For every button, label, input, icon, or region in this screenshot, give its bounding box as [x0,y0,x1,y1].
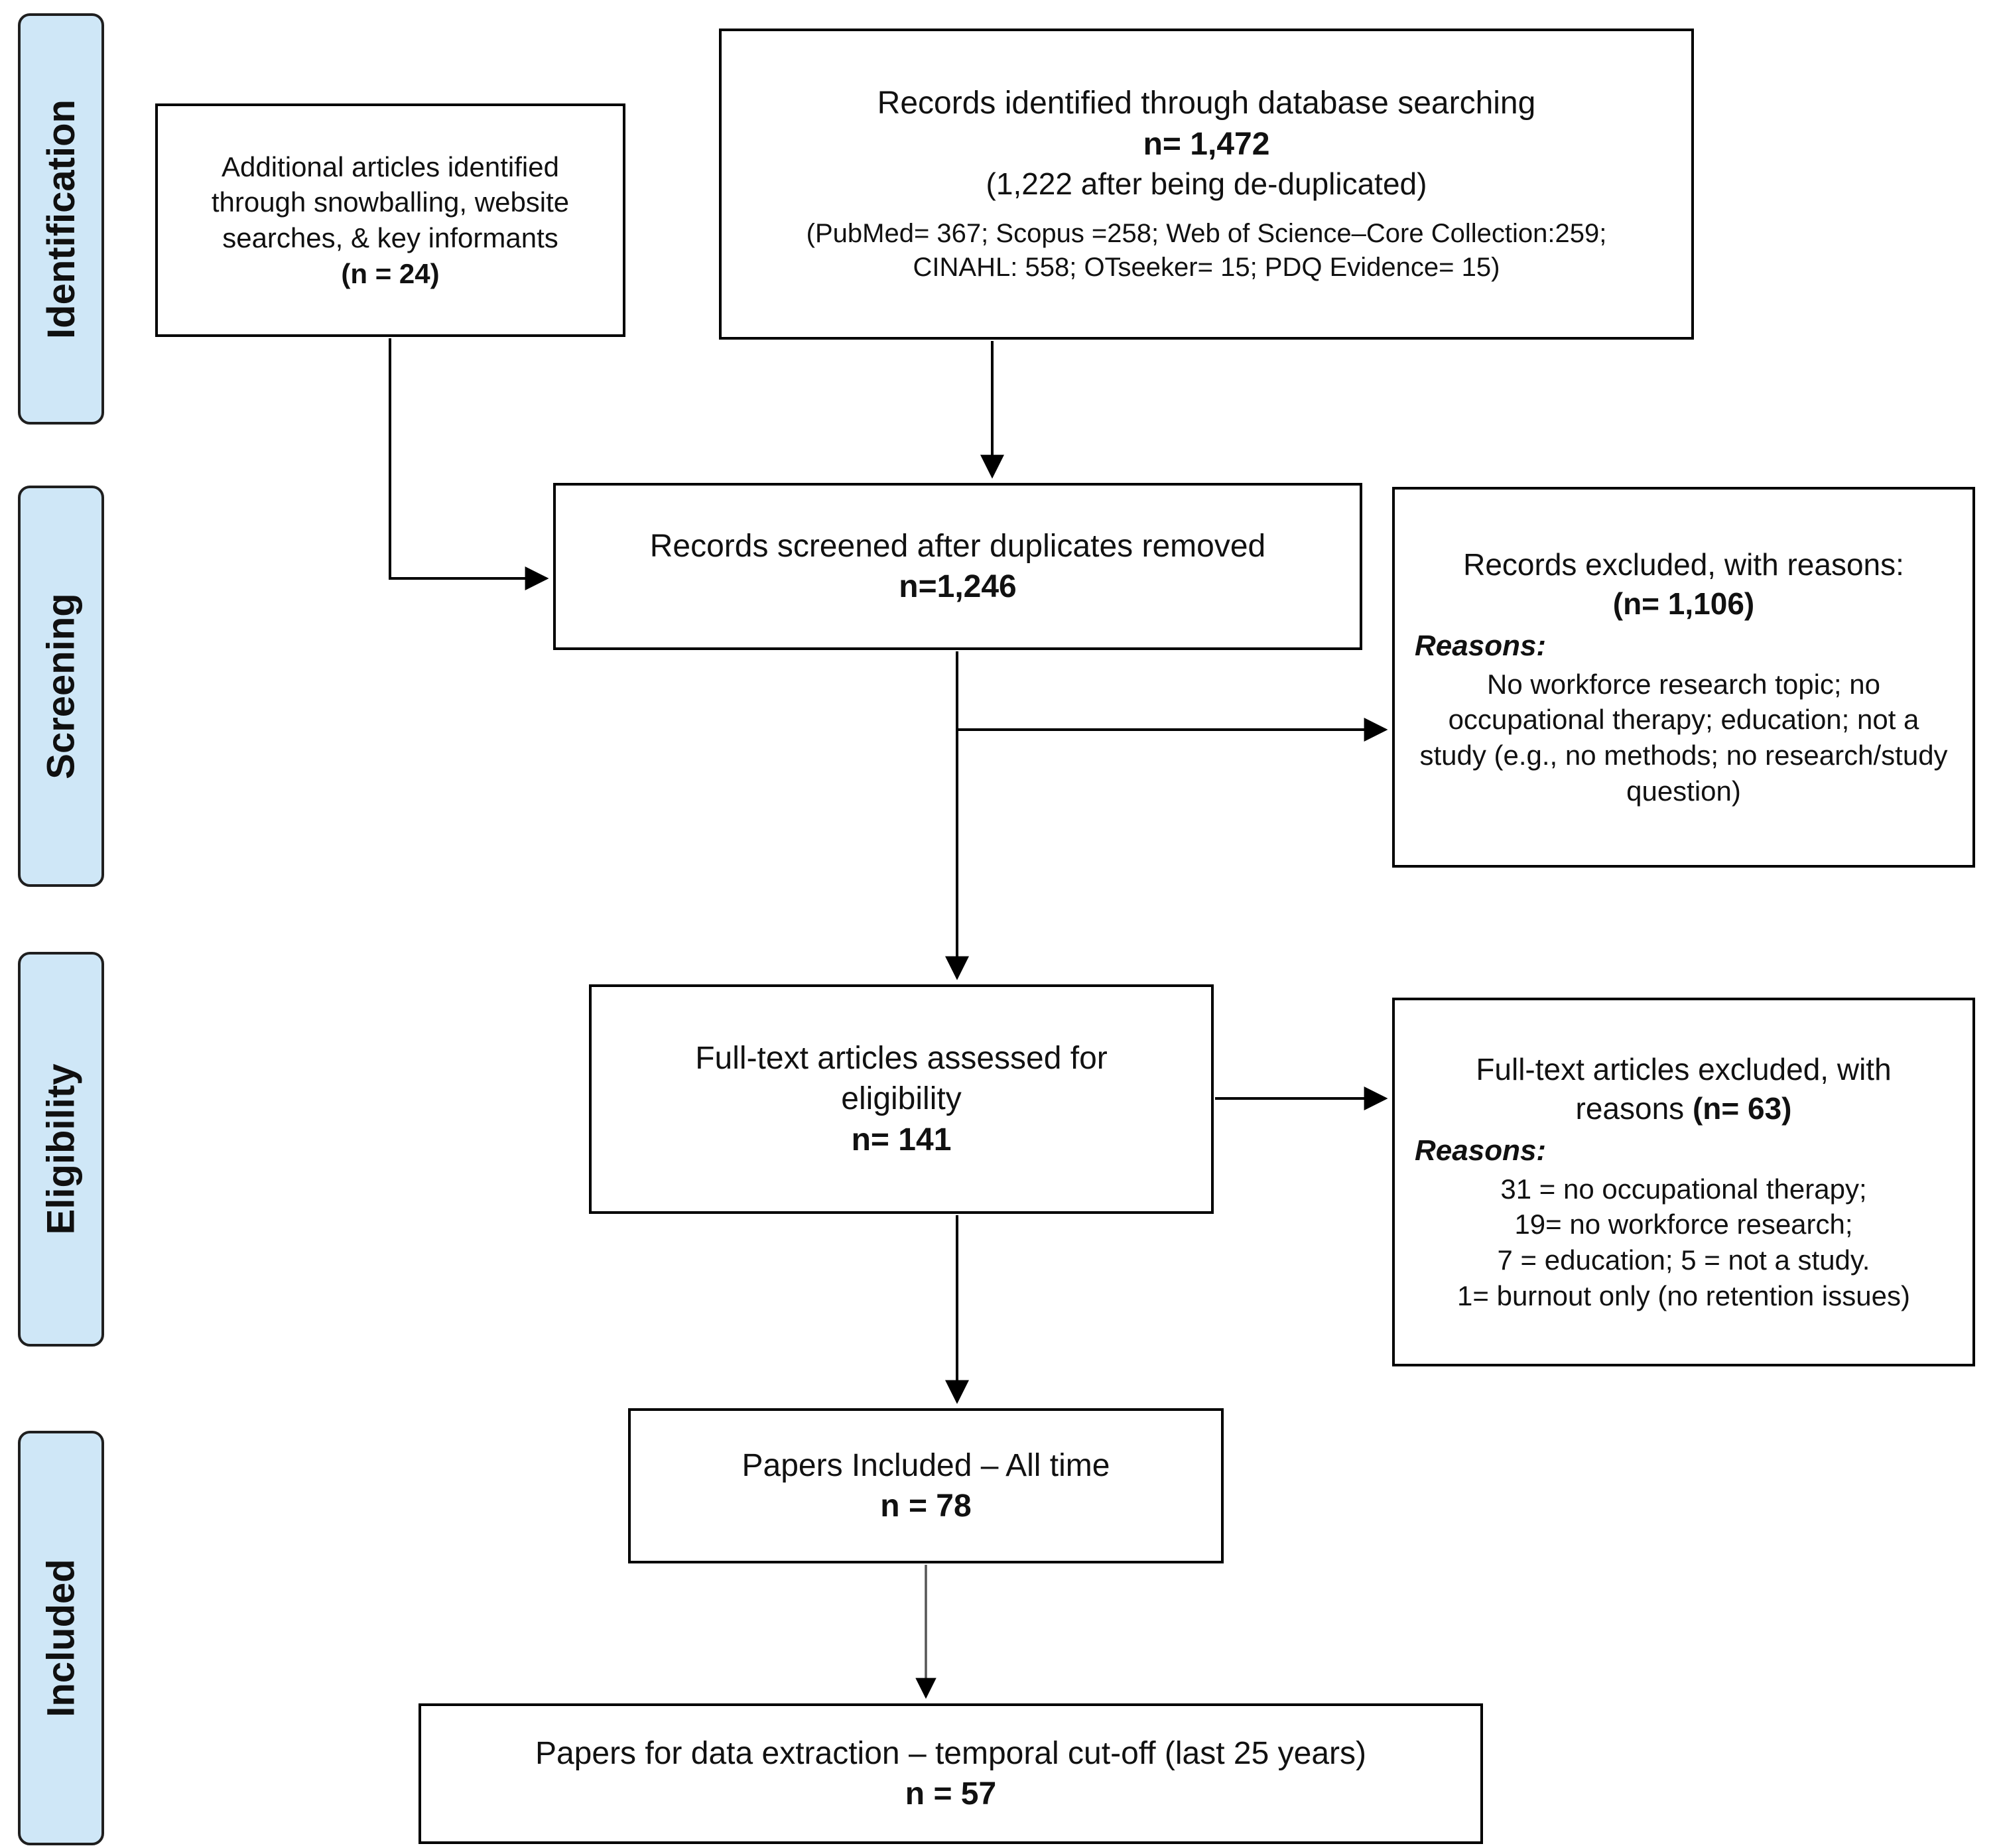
additional-articles-line3: searches, & key informants [222,222,558,253]
box-records-screened [553,483,1362,650]
records-identified-dedup: (1,222 after being de-duplicated) [986,166,1427,202]
stage-included-label: Included [39,1559,83,1717]
box-fulltext-excluded [1392,998,1975,1366]
additional-articles-line2: through snowballing, website [211,186,570,218]
box-records-identified [719,29,1694,340]
papers-extraction-title: Papers for data extraction – temporal cut-off (last 25 years) [535,1735,1367,1771]
box-papers-included [628,1408,1224,1563]
papers-included-n: n = 78 [880,1488,972,1524]
fulltext-excluded-title-line2 [1576,1089,1792,1128]
stage-included [18,1431,104,1845]
stage-eligibility [18,952,104,1347]
fulltext-excluded-reason4: 1= burnout only (no retention issues) [1457,1280,1910,1311]
fulltext-assessed-title-line1: Full-text articles assessed for [695,1040,1108,1076]
records-excluded-title: Records excluded, with reasons: [1463,547,1904,582]
fulltext-excluded-title-line2-n: (n= 63) [1692,1091,1792,1126]
records-identified-title: Records identified through database searching [877,86,1536,121]
arrow-additional-to-screened [390,338,547,578]
stage-screening-label: Screening [39,593,83,779]
additional-articles-n: (n = 24) [341,257,440,289]
records-screened-title: Records screened after duplicates removed [649,528,1266,564]
fulltext-assessed-n: n= 141 [851,1122,952,1157]
fulltext-excluded-reason2: 19= no workforce research; [1514,1209,1853,1240]
papers-included-title: Papers Included – All time [742,1447,1110,1483]
fulltext-assessed-title-line2: eligibility [841,1081,962,1117]
records-identified-n: n= 1,472 [1143,126,1270,162]
box-records-excluded [1392,487,1975,868]
fulltext-excluded-title-line1: Full-text articles excluded, with [1476,1052,1892,1087]
records-excluded-reasons-text: No workforce research topic; no occupational therapy; education; not a study (e.g., no methods; no research/study question) [1419,668,1948,807]
records-identified-sources-line1: (PubMed= 367; Scopus =258; Web of Science–Core Collection:259; [806,219,1607,249]
papers-extraction-n: n = 57 [905,1776,997,1812]
box-papers-extraction [419,1703,1483,1844]
fulltext-excluded-title-line2-pre: reasons [1575,1091,1693,1126]
stage-identification-label: Identification [39,99,83,339]
additional-articles-line1: Additional articles identified [222,151,559,182]
stage-screening [18,486,104,887]
records-excluded-reasons-label: Reasons: [1415,629,1547,663]
stage-eligibility-label: Eligibility [39,1063,83,1235]
fulltext-excluded-reasons-label: Reasons: [1415,1134,1547,1167]
stage-identification [18,13,104,425]
fulltext-excluded-reason1: 31 = no occupational therapy; [1500,1173,1867,1205]
records-identified-sources-line2: CINAHL: 558; OTseeker= 15; PDQ Evidence= 15) [913,253,1500,283]
fulltext-excluded-reason3: 7 = education; 5 = not a study. [1497,1244,1870,1276]
box-additional-articles [155,103,625,337]
box-fulltext-assessed [589,984,1214,1214]
records-excluded-n: (n= 1,106) [1612,586,1755,622]
records-screened-n: n=1,246 [899,569,1017,604]
